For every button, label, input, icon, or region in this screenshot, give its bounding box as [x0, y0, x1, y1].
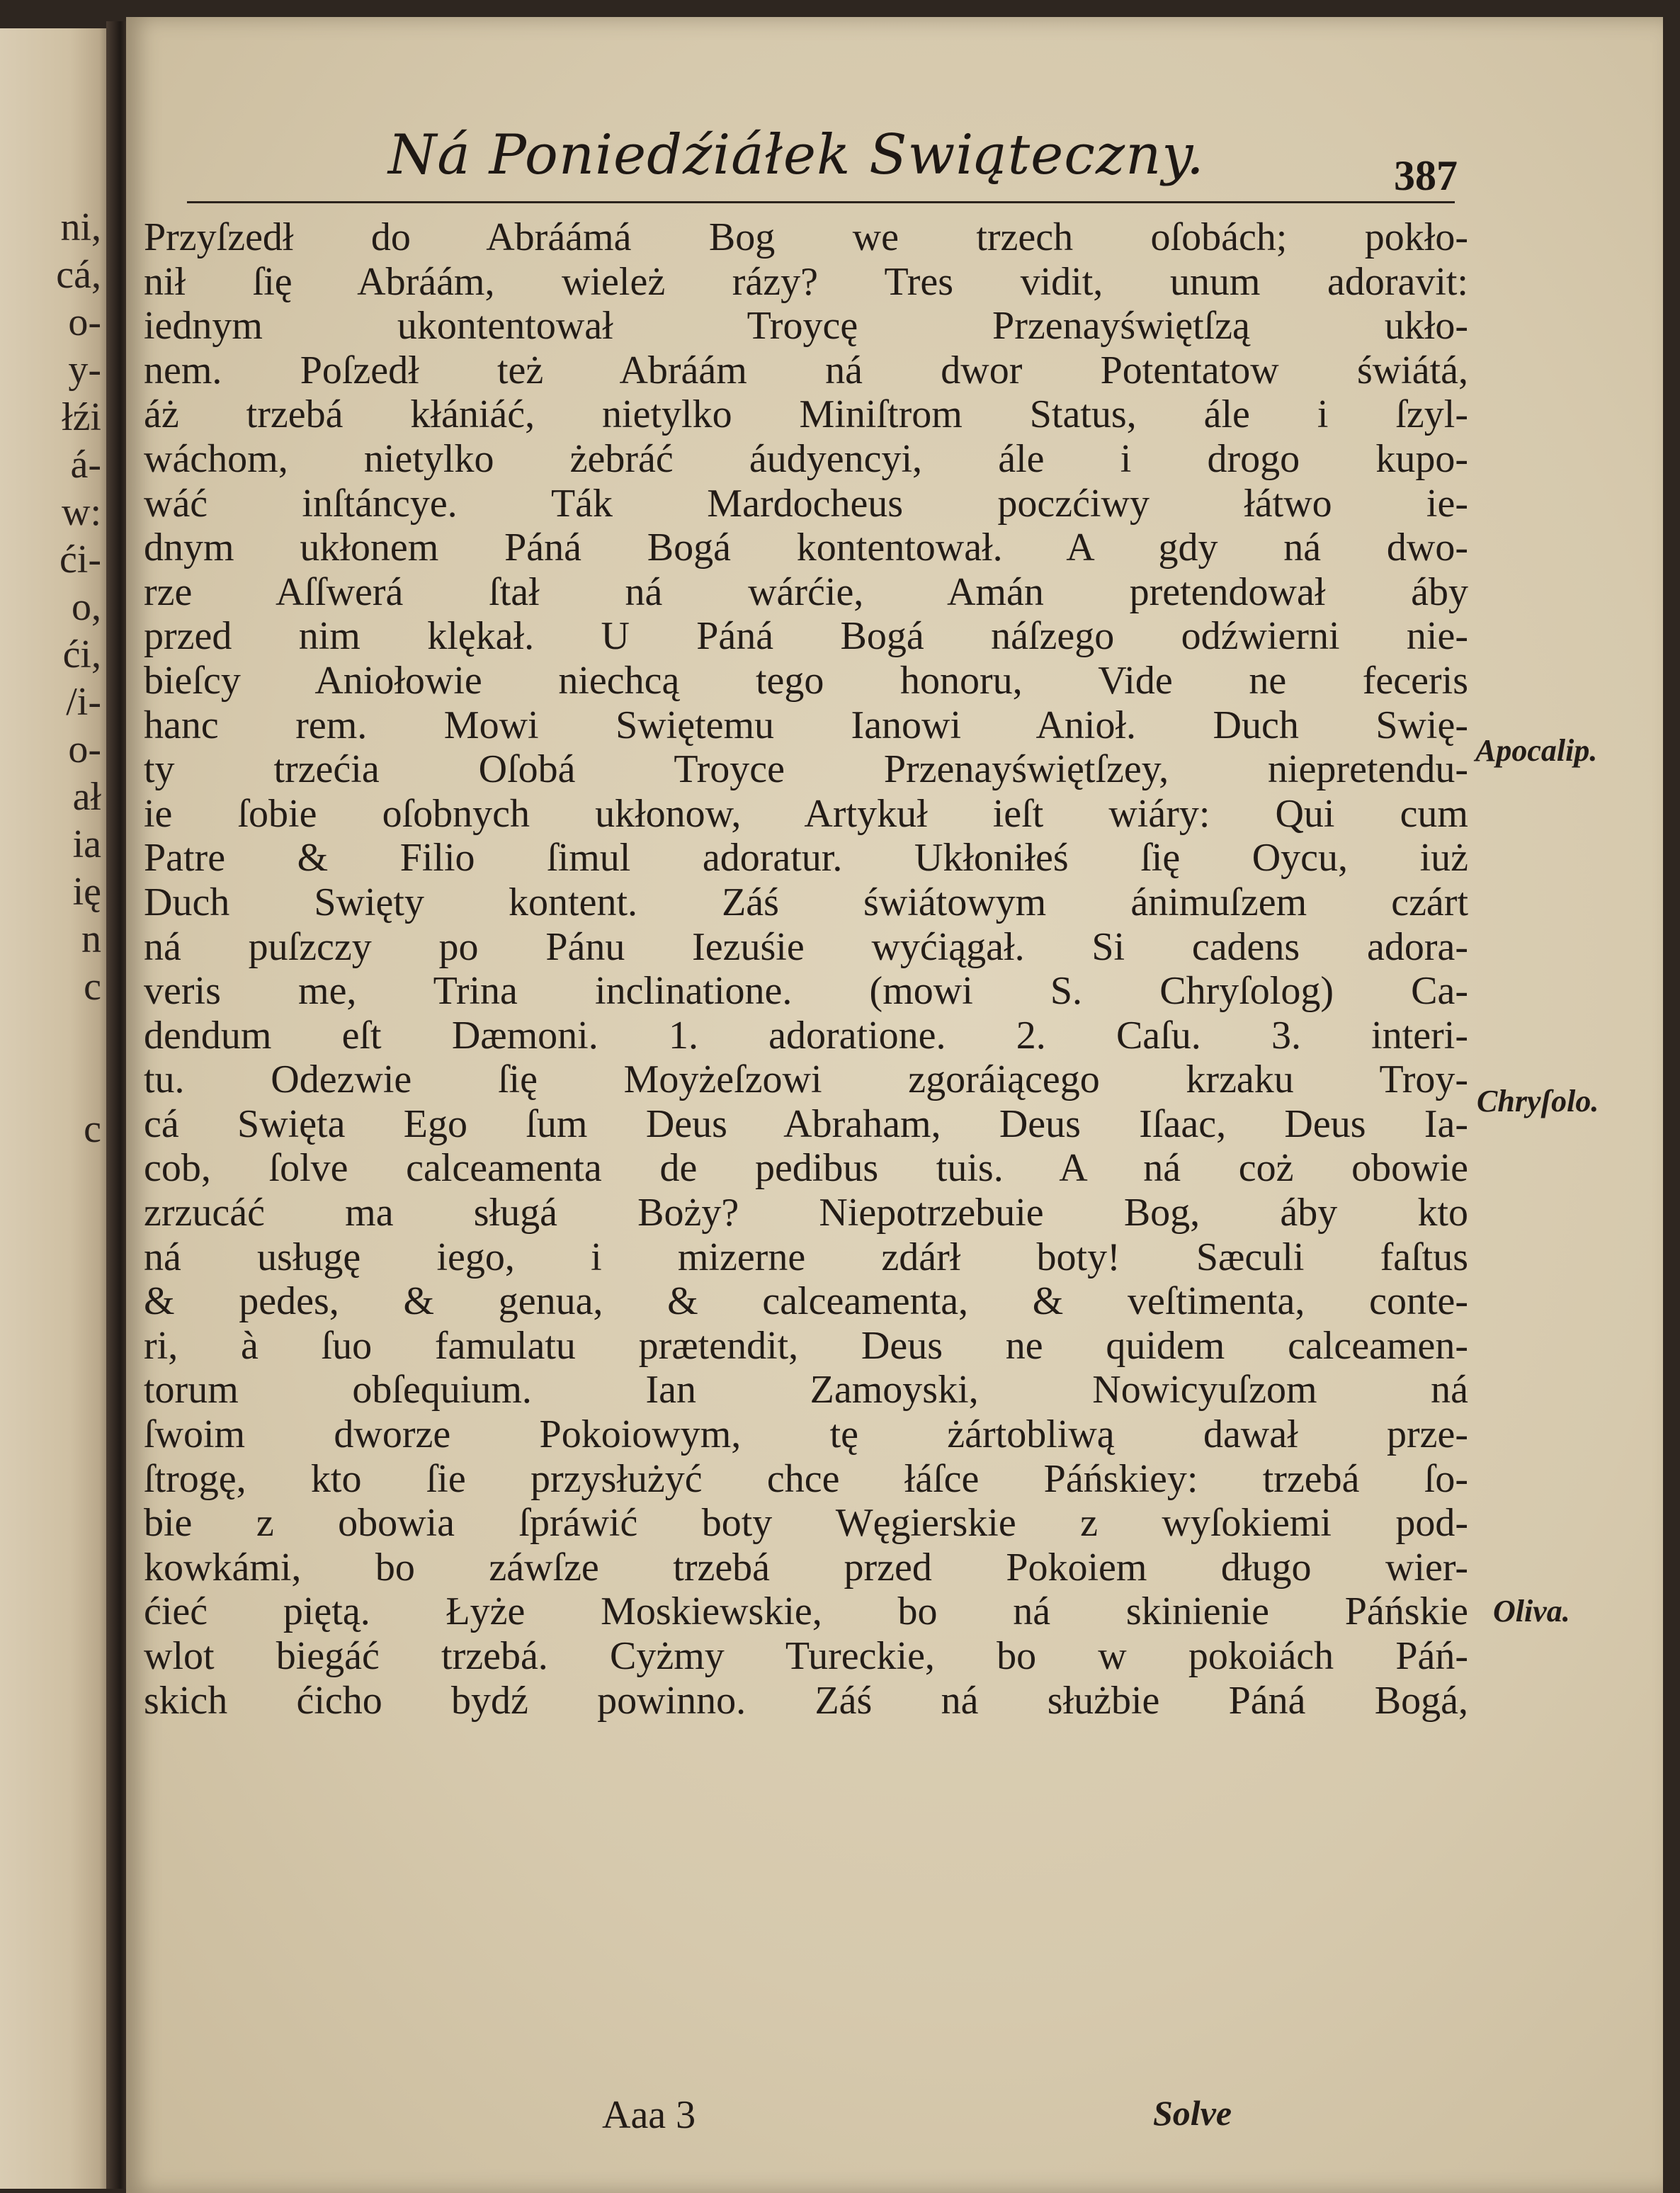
facing-page-left [0, 28, 117, 2189]
text-line: wáchom, nietylko żebráć áudyencyi, ále i drogo kupo- [144, 436, 1468, 481]
facing-page-fragment: o- [68, 300, 101, 344]
page-header [126, 123, 1663, 208]
facing-page-fragment: ći- [59, 538, 101, 582]
text-line: & pedes, & genua, & calceamenta, & veſtimenta, conte- [144, 1279, 1468, 1324]
facing-page-fragment: á- [70, 443, 101, 487]
text-line: zrzucáć ma sługá Boży? Niepotrzebuie Bog, áby kto [144, 1191, 1468, 1235]
facing-page-fragment: c [84, 1107, 101, 1151]
text-line: wlot biegáć trzebá. Cyżmy Tureckie, bo w pokoiách Páń- [144, 1634, 1468, 1678]
text-line: ri, à ſuo famulatu prætendit, Deus ne quidem calceamen- [144, 1323, 1468, 1368]
text-line: ſtrogę, kto ſie przysłużyć chce łáſce Páńskiey: trzebá ſo- [144, 1456, 1468, 1501]
text-line: ná puſzczy po Pánu Iezuśie wyćiągał. Si cadens adora- [144, 924, 1468, 969]
text-line: iednym ukontentował Troycę Przenayświętſzą ukło- [144, 304, 1468, 348]
text-line: ie ſobie oſobnych ukłonow, Artykuł ieſt wiáry: Qui cum [144, 791, 1468, 836]
marginal-note-chrysolo: Chryſolo. [1477, 1084, 1599, 1118]
text-line: cob, ſolve calceamenta de pedibus tuis. A ná coż obowie [144, 1146, 1468, 1191]
marginal-note-oliva: Oliva. [1493, 1594, 1570, 1628]
catchword: Solve [1153, 2093, 1232, 2133]
text-line: tu. Odezwie ſię Moyżeſzowi zgoráiącego krzaku Troy- [144, 1058, 1468, 1102]
facing-page-fragment: łźi [62, 395, 101, 439]
header-rule [187, 201, 1455, 203]
text-line: kowkámi, bo záwſze trzebá przed Pokoiem długo wier- [144, 1545, 1468, 1590]
text-line: dnym ukłonem Páná Bogá kontentował. A gdy ná dwo- [144, 526, 1468, 570]
text-line: przed nim klękał. U Páná Bogá náſzego odźwierni nie- [144, 614, 1468, 659]
facing-page-fragments [56, 204, 101, 1153]
facing-page-fragment: y- [68, 348, 101, 392]
facing-page-fragment: o- [68, 727, 101, 771]
text-line: áż trzebá kłániáć, nietylko Miniſtrom Status, ále i ſzyl- [144, 392, 1468, 437]
running-title: Ná Poniedźiáłek Swiąteczny. [388, 123, 1205, 187]
facing-page-fragment [56, 1058, 101, 1106]
facing-page-fragment: ia [72, 822, 101, 866]
text-line: wáć inſtáncye. Ták Mardocheus poczćiwy łátwo ie- [144, 481, 1468, 526]
text-line: dendum eſt Dæmoni. 1. adoratione. 2. Caſu. 3. interi- [144, 1013, 1468, 1058]
text-line: skich ćicho bydź powinno. Záś ná służbie Páná Bogá, [144, 1678, 1468, 1723]
marginal-note-apocalip: Apocalip. [1475, 733, 1598, 768]
text-line: veris me, Trina inclinatione. (mowi S. Chryſolog) Ca- [144, 969, 1468, 1014]
text-line: ty trzećia Oſobá Troyce Przenayświętſzey, niepretendu- [144, 747, 1468, 792]
facing-page-fragment: ni, [60, 205, 101, 249]
body-text [144, 215, 1468, 1723]
facing-page-fragment: o, [72, 585, 101, 629]
book-page [126, 17, 1663, 2193]
text-line: cá Swięta Ego ſum Deus Abraham, Deus Iſaac, Deus Ia- [144, 1101, 1468, 1146]
facing-page-fragment: c [84, 965, 101, 1009]
facing-page-fragment: /i- [66, 680, 101, 724]
text-line: nił ſię Abráám, wieleż rázy? Tres vidit, unum adoravit: [144, 259, 1468, 304]
text-line: rze Aſſwerá ſtał ná wárćie, Amán pretendował áby [144, 570, 1468, 614]
text-line: ná usługę iego, i mizerne zdárł boty! Sæculi faſtus [144, 1235, 1468, 1279]
facing-page-fragment: ię [72, 870, 101, 914]
page-number: 387 [1394, 152, 1458, 199]
facing-page-fragment: ći, [62, 633, 101, 676]
text-line: Przyſzedł do Abráámá Bog we trzech oſobách; pokło- [144, 215, 1468, 259]
text-line: bieſcy Aniołowie niechcą tego honoru, Vide ne feceris [144, 658, 1468, 703]
text-line: hanc rem. Mowi Swiętemu Ianowi Anioł. Duch Swię- [144, 703, 1468, 747]
text-line: ćieć piętą. Łyże Moskiewskie, bo ná skinienie Páńskie [144, 1590, 1468, 1634]
text-line: bie z obowia ſpráwić boty Węgierskie z wyſokiemi pod- [144, 1501, 1468, 1546]
text-line: ſwoim dworze Pokoiowym, tę żártobliwą dawał prze- [144, 1412, 1468, 1457]
facing-page-fragment: cá, [56, 253, 101, 297]
facing-page-fragment: n [81, 917, 101, 961]
page-footer [126, 2092, 1663, 2142]
signature-mark: Aaa 3 [602, 2093, 696, 2137]
text-line: Patre & Filio ſimul adoratur. Ukłoniłeś ſię Oycu, iuż [144, 836, 1468, 880]
text-line: nem. Poſzedł też Abráám ná dwor Potentatow świátá, [144, 348, 1468, 392]
facing-page-fragment [56, 1011, 101, 1058]
facing-page-fragment: w: [62, 490, 101, 534]
text-line: torum obſequium. Ian Zamoyski, Nowicyuſzom ná [144, 1368, 1468, 1412]
facing-page-fragment: ał [72, 775, 101, 819]
text-line: Duch Swięty kontent. Záś świátowym ánimuſzem czárt [144, 880, 1468, 924]
